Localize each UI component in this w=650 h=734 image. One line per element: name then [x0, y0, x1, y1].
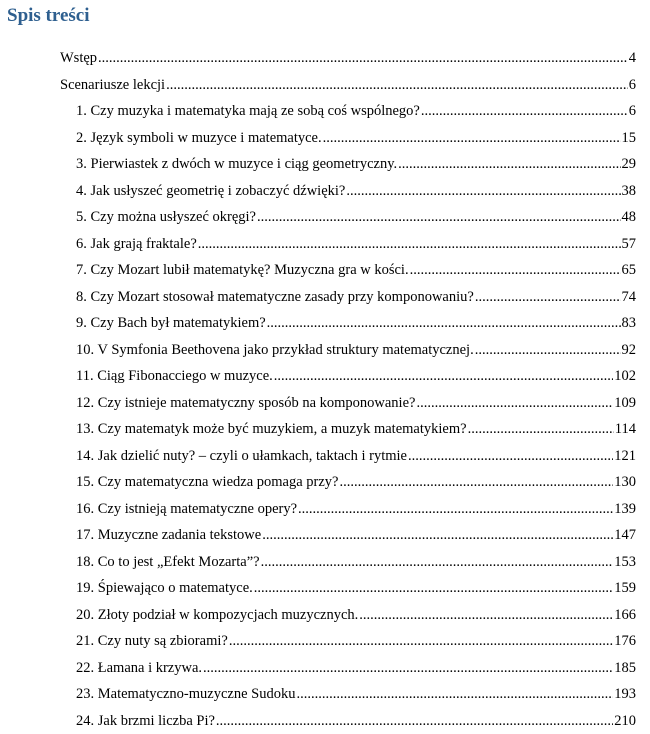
- toc-entry-label: 9. Czy Bach był matematykiem?: [76, 310, 266, 337]
- toc-entry-page-number: 139: [614, 496, 636, 523]
- toc-entry-label: Scenariusze lekcji: [60, 72, 165, 99]
- toc-entry[interactable]: [60, 443, 636, 470]
- toc-entry-label: 14. Jak dzielić nuty? – czyli o ułamkach, taktach i rytmie: [76, 443, 407, 470]
- toc-entry-page-number: 109: [614, 390, 636, 417]
- toc-entry[interactable]: [60, 628, 636, 655]
- dot-leader: [262, 522, 613, 549]
- dot-leader: [416, 390, 613, 417]
- toc-entry-label: 20. Złoty podział w kompozycjach muzycznych.: [76, 602, 358, 629]
- toc-entry-page-number: 92: [622, 337, 637, 364]
- toc-entry-label: 2. Język symboli w muzyce i matematyce.: [76, 125, 322, 152]
- toc-entry[interactable]: [60, 522, 636, 549]
- toc-entry-page-number: 6: [629, 72, 636, 99]
- toc-entry-page-number: 147: [614, 522, 636, 549]
- toc-entry-label: 19. Śpiewająco o matematyce.: [76, 575, 253, 602]
- page-title: Spis treści: [7, 4, 90, 28]
- dot-leader: [346, 178, 620, 205]
- toc-entry[interactable]: [60, 204, 636, 231]
- dot-leader: [340, 469, 614, 496]
- dot-leader: [216, 708, 613, 734]
- dot-leader: [274, 363, 613, 390]
- toc-entry[interactable]: [60, 72, 636, 99]
- toc-entry-label: 22. Łamana i krzywa.: [76, 655, 202, 682]
- toc-entry-label: 10. V Symfonia Beethovena jako przykład struktury matematycznej.: [76, 337, 474, 364]
- toc-entry-page-number: 176: [614, 628, 636, 655]
- dot-leader: [359, 602, 613, 629]
- toc-entry-label: 4. Jak usłyszeć geometrię i zobaczyć dźwięki?: [76, 178, 345, 205]
- toc-entry-label: 17. Muzyczne zadania tekstowe: [76, 522, 261, 549]
- dot-leader: [298, 496, 613, 523]
- toc-entry[interactable]: [60, 310, 636, 337]
- dot-leader: [198, 231, 621, 258]
- toc-entry-page-number: 15: [622, 125, 637, 152]
- toc-entry[interactable]: [60, 257, 636, 284]
- toc-entry-label: 15. Czy matematyczna wiedza pomaga przy?: [76, 469, 339, 496]
- toc-entry-page-number: 29: [622, 151, 637, 178]
- dot-leader: [254, 575, 613, 602]
- dot-leader: [421, 98, 628, 125]
- toc-entry[interactable]: [60, 469, 636, 496]
- toc-entry[interactable]: [60, 681, 636, 708]
- dot-leader: [229, 628, 613, 655]
- toc-entry-page-number: 102: [614, 363, 636, 390]
- toc-entry-page-number: 121: [614, 443, 636, 470]
- dot-leader: [203, 655, 613, 682]
- toc-entry-page-number: 38: [622, 178, 637, 205]
- toc-entry-page-number: 166: [614, 602, 636, 629]
- toc-entry-page-number: 193: [614, 681, 636, 708]
- toc-entry-label: 3. Pierwiastek z dwóch w muzyce i ciąg geometryczny.: [76, 151, 397, 178]
- toc-entry-label: 1. Czy muzyka i matematyka mają ze sobą coś wspólnego?: [76, 98, 420, 125]
- toc-entry[interactable]: [60, 575, 636, 602]
- toc-entry-label: Wstęp: [60, 45, 97, 72]
- toc-entry-label: 18. Co to jest „Efekt Mozarta”?: [76, 549, 260, 576]
- toc-entry-page-number: 48: [622, 204, 637, 231]
- toc-entry-label: 21. Czy nuty są zbiorami?: [76, 628, 228, 655]
- toc-entry[interactable]: [60, 178, 636, 205]
- toc-entry-label: 11. Ciąg Fibonacciego w muzyce.: [76, 363, 273, 390]
- toc-entry[interactable]: [60, 390, 636, 417]
- toc-entry-page-number: 130: [614, 469, 636, 496]
- toc-entry-page-number: 57: [622, 231, 637, 258]
- toc-entry-page-number: 6: [629, 98, 636, 125]
- toc-entry[interactable]: [60, 496, 636, 523]
- toc-entry[interactable]: [60, 231, 636, 258]
- dot-leader: [267, 310, 621, 337]
- toc-entry-page-number: 159: [614, 575, 636, 602]
- toc-entry-label: 8. Czy Mozart stosował matematyczne zasady przy komponowaniu?: [76, 284, 474, 311]
- toc-entry-label: 5. Czy można usłyszeć okręgi?: [76, 204, 256, 231]
- toc-entry-page-number: 210: [614, 708, 636, 734]
- dot-leader: [296, 681, 613, 708]
- toc-entry[interactable]: [60, 549, 636, 576]
- toc-entry-page-number: 114: [615, 416, 636, 443]
- toc-entry-label: 16. Czy istnieją matematyczne opery?: [76, 496, 297, 523]
- table-of-contents: [60, 45, 636, 734]
- toc-entry[interactable]: [60, 125, 636, 152]
- toc-entry[interactable]: [60, 708, 636, 734]
- toc-entry[interactable]: [60, 98, 636, 125]
- toc-entry-label: 6. Jak grają fraktale?: [76, 231, 197, 258]
- toc-entry-page-number: 153: [614, 549, 636, 576]
- toc-entry-label: 13. Czy matematyk może być muzykiem, a muzyk matematykiem?: [76, 416, 467, 443]
- dot-leader: [475, 337, 621, 364]
- dot-leader: [475, 284, 621, 311]
- toc-entry-label: 12. Czy istnieje matematyczny sposób na komponowanie?: [76, 390, 415, 417]
- toc-entry-page-number: 185: [614, 655, 636, 682]
- toc-entry[interactable]: [60, 337, 636, 364]
- toc-entry-page-number: 74: [622, 284, 637, 311]
- toc-entry[interactable]: [60, 655, 636, 682]
- toc-entry[interactable]: [60, 363, 636, 390]
- dot-leader: [398, 151, 620, 178]
- toc-entry-label: 23. Matematyczno-muzyczne Sudoku: [76, 681, 295, 708]
- toc-entry-page-number: 83: [622, 310, 637, 337]
- toc-entry-page-number: 4: [629, 45, 636, 72]
- dot-leader: [468, 416, 614, 443]
- toc-entry-page-number: 65: [622, 257, 637, 284]
- dot-leader: [323, 125, 621, 152]
- toc-entry[interactable]: [60, 416, 636, 443]
- dot-leader: [408, 443, 613, 470]
- toc-entry[interactable]: [60, 151, 636, 178]
- dot-leader: [98, 45, 628, 72]
- dot-leader: [257, 204, 621, 231]
- toc-entry[interactable]: [60, 284, 636, 311]
- dot-leader: [261, 549, 614, 576]
- toc-entry[interactable]: [60, 602, 636, 629]
- toc-entry[interactable]: [60, 45, 636, 72]
- toc-entry-label: 7. Czy Mozart lubił matematykę? Muzyczna gra w kości.: [76, 257, 409, 284]
- dot-leader: [166, 72, 628, 99]
- dot-leader: [410, 257, 621, 284]
- toc-entry-label: 24. Jak brzmi liczba Pi?: [76, 708, 215, 734]
